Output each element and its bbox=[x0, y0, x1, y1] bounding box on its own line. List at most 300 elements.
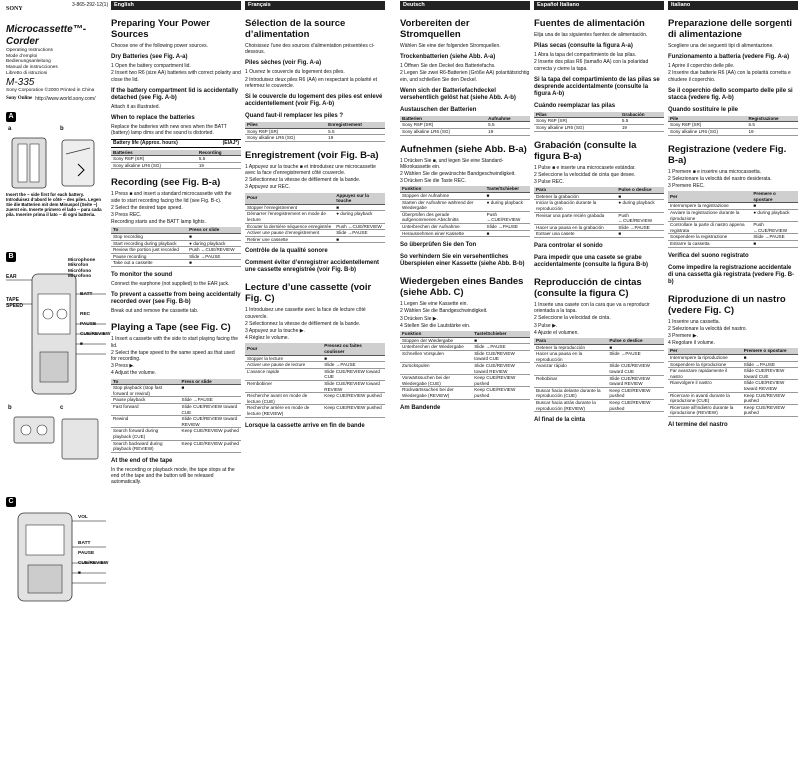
es-bt-r0c0: Sony R6P (SR) bbox=[534, 118, 620, 125]
de-rt-h0: Funktion bbox=[400, 186, 485, 192]
de-pt-r0c1: ■ bbox=[472, 337, 530, 344]
pt-r5c0: Search backward during playback (REVIEW) bbox=[111, 440, 180, 452]
de-s1-4: Wenn sich der Batteriefachdeckel versehentlich gelöst hat (siehe Abb. A-b) bbox=[400, 87, 516, 101]
manual-title-en: Operating Instructions bbox=[6, 48, 53, 54]
en-s3-0: 1 Insert a cassette with the side to start playing facing the lid. bbox=[111, 336, 239, 349]
es-pt-r4c0: Buscar hacia delante durante la reproducción (CUE) bbox=[534, 387, 607, 399]
rec-label: REC bbox=[80, 312, 91, 318]
it-s1-5: Quando sostituire le pile bbox=[668, 106, 739, 113]
play-stop-label: ■ bbox=[78, 571, 81, 577]
it-rt-r4c0: Estrarre la cassetta bbox=[668, 240, 751, 247]
rt-r0c0: Stop recording bbox=[111, 234, 187, 241]
es-pt-r5c0: Buscar hacia atrás durante la reproducción (REVIEW) bbox=[534, 399, 607, 411]
rt-r4c0: Take out a cassette bbox=[111, 260, 187, 267]
fr-bt-h0: Piles bbox=[245, 122, 326, 128]
bt-h0: Batteries bbox=[111, 150, 197, 156]
es-rt-r1c0: Iniciar la grabación durante la reproducción bbox=[534, 200, 616, 212]
de-rt-r4c1: ■ bbox=[485, 230, 530, 237]
it-s2-1: 2 Selezionare la velocità del nastro desiderata. bbox=[668, 175, 772, 182]
de-rt-r0c0: Stoppen der Aufnahme bbox=[400, 193, 485, 200]
fr-bt-r1c0: Sony alkaline LR6 (SG) bbox=[245, 135, 326, 142]
de-rt-r2c0: Überprüfen des gerade aufgenommenen Abschnitts bbox=[400, 211, 485, 223]
it-s3-2: 3 Premere ▶. bbox=[668, 332, 698, 339]
battery-table-caption-text: Battery life (Approx. hours) bbox=[113, 140, 178, 147]
fr-pt-r0c1: ■ bbox=[322, 355, 385, 362]
it-section-3-title: Riproduzione di un nastro (vedere Fig. C) bbox=[668, 293, 786, 316]
rt-h0: To bbox=[111, 227, 187, 233]
es-section-1-title: Fuentes de alimentación bbox=[534, 18, 645, 29]
de-s2-1: 2 Wählen Sie die gewünschte Bandgeschwindigkeit. bbox=[400, 171, 516, 177]
es-bt-r1c0: Sony alkaline LR6 (SG) bbox=[534, 125, 620, 132]
fr-pt-r1c0: Activer une pause de lecture bbox=[245, 362, 322, 369]
it-s3-1: 2 Selezionare la velocità del nastro. bbox=[668, 325, 747, 332]
it-s3-3: 4 Regolare il volume. bbox=[668, 340, 715, 347]
it-rt-r0c1: ■ bbox=[751, 203, 798, 210]
de-rt-h1: Taste/Schieber bbox=[485, 186, 530, 192]
fr-recording-table bbox=[245, 193, 385, 244]
it-s1-4: Se il coperchio dello scomparto delle pile si stacca (vedere fig. A-b) bbox=[668, 87, 793, 101]
rt-r4c1: ■ bbox=[187, 260, 241, 267]
it-rt-r3c0: Sospendere la registrazione bbox=[668, 234, 751, 241]
it-rt-r3c1: Slide →PAUSE bbox=[751, 234, 798, 241]
it-pt-h0: Per bbox=[668, 348, 742, 354]
pt-r2c1: Slide CUE/REVIEW toward CUE bbox=[180, 403, 241, 415]
es-rt-r2c0: Revisar una parte recién grabada bbox=[534, 212, 616, 224]
figure-a-sub-a: a bbox=[8, 126, 12, 133]
figure-b-sub-c: c bbox=[60, 405, 64, 412]
cue-review-label: CUE/REVIEW bbox=[80, 332, 111, 338]
pt-r0c1: ■ bbox=[180, 385, 241, 397]
de-pt-r2c1: Slide CUE/REVIEW toward CUE bbox=[472, 350, 530, 362]
it-pt-r1c0: Sospendere la riproduzione bbox=[668, 361, 742, 368]
fr-rt-h0: Pour bbox=[245, 193, 334, 205]
it-bt-r1c0: Sony alkaline LR6 (SG) bbox=[668, 129, 746, 136]
bt-h1: Recording bbox=[197, 150, 241, 156]
manual-title-it: Libretto di istruzioni bbox=[6, 70, 48, 76]
fr-s2-1: 2 Sélectionnez la vitesse de défilement de la bande. bbox=[245, 177, 361, 184]
fr-section-2-title: Enregistrement (voir Fig. B-a) bbox=[245, 149, 379, 161]
fr-pt-r1c1: Slide →PAUSE bbox=[322, 362, 385, 369]
figure-b bbox=[6, 252, 111, 402]
batt-label: BATT bbox=[80, 292, 93, 298]
es-s2-1: 2 Seleccione la velocidad de cinta que desee. bbox=[534, 171, 636, 178]
fr-rt-r4c1: ■ bbox=[334, 236, 385, 243]
rt-r3c0: Pause recording bbox=[111, 253, 187, 260]
fr-rt-r1c1: ● during playback bbox=[334, 211, 385, 223]
de-s1-2: 1 Öffnen Sie den Deckel des Batteriefachs. bbox=[400, 63, 496, 70]
it-s1-2: 1 Aprire il coperchio delle pile. bbox=[668, 63, 735, 70]
battery-insert-note: Insert the − side first for each battery. Introduisez d’abord le côté − des piles. Legen Sie die Batterien mit dem Minuspol (Seite −) zuerst ein. Inserte primero el lado − para cada pila. Inserire prima il lato − di ogni batteria. bbox=[6, 192, 102, 218]
fr-pt-r5c0: Recherche arrière en mode de lecture (REVIEW) bbox=[245, 405, 322, 417]
it-rt-r1c0: Avviare la registrazione durante la riproduzione bbox=[668, 209, 751, 221]
es-pt-r3c0: Rebobinar bbox=[534, 375, 607, 387]
en-s2-0: 1 Press ■ and insert a standard microcassette with the side to start recording facing the lid (see Fig. B-c). bbox=[111, 191, 232, 204]
spanish-column bbox=[534, 0, 664, 752]
fr-bt-r1c1: 19 bbox=[326, 135, 385, 142]
de-section-3-title: Wiedergeben eines Bandes (siehe Abb. C) bbox=[400, 276, 524, 299]
it-pt-r0c0: Interrompere la riproduzione bbox=[668, 354, 742, 361]
de-rt-r2c1: Push ←CUE/REVIEW bbox=[485, 211, 530, 223]
pt-r0c0: Stop playback (stop fast forward or rewind) bbox=[111, 385, 180, 397]
de-section-1-title: Vorbereiten der Stromquellen bbox=[400, 18, 470, 40]
fr-battery-table bbox=[245, 122, 385, 142]
es-rt-h1: Pulse o deslice bbox=[616, 187, 664, 193]
cover-column bbox=[6, 6, 111, 758]
it-bt-h0: Pile bbox=[668, 116, 746, 122]
es-pt-r1c0: Hacer una pausa en la reproducción bbox=[534, 351, 607, 363]
battery-table-caption bbox=[111, 139, 241, 147]
lang-header-fr: Français bbox=[245, 1, 385, 10]
es-pt-r2c0: Avanzar rápido bbox=[534, 363, 607, 375]
it-rt-h0: Per bbox=[668, 191, 751, 203]
de-rt-r0c1: ■ bbox=[485, 193, 530, 200]
tape-speed-label: TAPE SPEED bbox=[6, 297, 23, 309]
es-s3-1: 2 Seleccione la velocidad de cinta. bbox=[534, 315, 611, 322]
fr-rt-r4c0: Retirer une cassette bbox=[245, 236, 334, 243]
es-rt-r4c0: Extraer una casete bbox=[534, 231, 616, 238]
it-rt-r2c1: Push ←CUE/REVIEW bbox=[751, 222, 798, 234]
es-s2-2: 3 Pulse REC. bbox=[534, 179, 565, 185]
fr-s1-3: 2 Introduisez deux piles R6 (AA) en respectant la polarité et refermez le couvercle. bbox=[245, 76, 378, 89]
en-s3-4: At the end of the tape bbox=[111, 457, 173, 464]
es-pt-r3c1: Slide CUE/REVIEW toward REVIEW bbox=[607, 375, 664, 387]
italian-column bbox=[668, 0, 798, 752]
es-pt-r2c1: Slide CUE/REVIEW toward CUE bbox=[607, 363, 664, 375]
de-s1-5: Austauschen der Batterien bbox=[400, 106, 477, 113]
website-url[interactable]: http://www.world.sony.com/ bbox=[35, 95, 96, 102]
en-section-2-title: Recording (see Fig. B-a) bbox=[111, 177, 221, 189]
es-recording-table bbox=[534, 187, 664, 238]
fr-rt-r0c1: ■ bbox=[334, 204, 385, 211]
it-s2-4: Come impedire la registrazione accidentale di una cassetta già registrata (vedere Fig. B-b) bbox=[668, 264, 795, 285]
rt-r2c1: Push ←CUE/REVIEW bbox=[187, 247, 241, 254]
fr-bt-r0c0: Sony R6P (SR) bbox=[245, 128, 326, 135]
de-s2-3: So überprüfen Sie den Ton bbox=[400, 242, 477, 249]
fr-s1-5: Quand faut-il remplacer les piles ? bbox=[245, 113, 344, 120]
de-bt-r0c0: Sony R6P (SR) bbox=[400, 122, 486, 129]
it-bt-h1: Registrazione bbox=[746, 116, 798, 122]
es-rt-r0c1: ■ bbox=[616, 193, 664, 200]
it-section-1-title: Preparazione delle sorgenti di alimentazione bbox=[668, 18, 793, 40]
microphone-labels bbox=[68, 258, 95, 279]
es-battery-table bbox=[534, 112, 664, 132]
fr-s2-3: Contrôle de la qualité sonore bbox=[245, 248, 328, 255]
de-s1-1: Trockenbatterien (siehe Abb. A-a) bbox=[400, 54, 496, 61]
manual-title-fr: Mode d’emploi bbox=[6, 53, 38, 59]
mic-label-2: Micrófono bbox=[68, 268, 92, 274]
pt-r3c1: Slide CUE/REVIEW toward REVIEW bbox=[180, 416, 241, 428]
es-bt-r1c1: 19 bbox=[620, 125, 664, 132]
lang-header-es: Español Italiano bbox=[534, 1, 664, 10]
it-s2-0: 1 Premere ■ e inserire una microcassetta. bbox=[668, 168, 762, 175]
fr-pt-r3c0: Rembobiner bbox=[245, 380, 322, 392]
fr-pt-r4c1: Keep CUE/REVIEW pushed bbox=[322, 393, 385, 405]
es-s3-4: Al final de la cinta bbox=[534, 417, 586, 424]
es-s1-5: Cuándo reemplazar las pilas bbox=[534, 102, 616, 109]
lang-header-en: English bbox=[111, 1, 241, 10]
it-bt-r1c1: 19 bbox=[746, 129, 798, 136]
fr-s3-2: 3 Appuyez sur la touche ▶. bbox=[245, 327, 305, 334]
figure-a-label: A bbox=[6, 112, 16, 122]
stop-label: ■ bbox=[80, 342, 83, 348]
it-pt-r4c0: Ricercare in avanti durante la riproduzione (CUE) bbox=[668, 392, 742, 404]
manual-title-de: Bedienungsanleitung bbox=[6, 59, 51, 65]
en-s2-7: Break out and remove the cassette tab. bbox=[111, 308, 199, 315]
pt-h0: To bbox=[111, 379, 180, 385]
bt-r0c0: Sony R6P (SR) bbox=[111, 156, 197, 163]
de-s1-0: Wählen Sie eine der folgenden Stromquellen. bbox=[400, 43, 501, 49]
it-pt-r0c1: ■ bbox=[742, 354, 798, 361]
pt-h1: Press or slide bbox=[180, 379, 241, 385]
es-rt-r4c1: ■ bbox=[616, 231, 664, 238]
it-s2-2: 3 Premere REC. bbox=[668, 183, 705, 189]
it-s1-3: 2 Inserire due batterie R6 (AA) con la polarità corretta e chiudere il coperchio. bbox=[668, 70, 791, 83]
it-bt-r0c1: 5.5 bbox=[746, 122, 798, 129]
de-s2-4: So verhindern Sie ein versehentliches Überspielen einer Kassette (siehe Abb. B-b) bbox=[400, 254, 525, 268]
es-bt-r0c1: 5.5 bbox=[620, 118, 664, 125]
es-rt-r1c1: ● during playback bbox=[616, 200, 664, 212]
fr-bt-r0c1: 5.5 bbox=[326, 128, 385, 135]
en-s1-3: 2 Insert two R6 (size AA) batteries with correct polarity and close the lid. bbox=[111, 70, 241, 83]
es-bt-h1: Grabación bbox=[620, 112, 664, 118]
de-pt-r1c0: Unterbrechen der Wiedergabe bbox=[400, 344, 472, 351]
fr-s1-0: Choisissez l’une des sources d’alimentation présentées ci-dessous. bbox=[245, 43, 375, 56]
it-bt-r0c0: Sony R6P (SR) bbox=[668, 122, 746, 129]
es-pt-r5c1: Keep CUE/REVIEW pushed bbox=[607, 399, 664, 411]
it-recording-table bbox=[668, 191, 798, 247]
it-section-2-title: Registrazione (vedere Fig. B-a) bbox=[668, 143, 787, 166]
it-rt-h1: Premere o spostare bbox=[751, 191, 798, 203]
pt-r3c0: Rewind bbox=[111, 416, 180, 428]
it-playback-table bbox=[668, 348, 798, 417]
it-s3-0: 1 Inserire una cassetta. bbox=[668, 318, 720, 325]
fr-rt-r0c0: Stopper l’enregistrement bbox=[245, 204, 334, 211]
de-s2-2: 3 Drücken Sie die Taste REC. bbox=[400, 178, 467, 185]
play-cue-review-label: CUE/REVIEW bbox=[78, 561, 109, 567]
de-playback-table bbox=[400, 331, 530, 400]
fr-bt-h1: Enregistrement bbox=[326, 122, 385, 128]
pt-r5c1: Keep CUE/REVIEW pushed bbox=[180, 440, 241, 452]
fr-s3-1: 2 Sélectionnez la vitesse de défilement de la bande. bbox=[245, 320, 361, 327]
es-s2-4: Para impedir que una casete se grabe accidentalmente (consulte la figura B-b) bbox=[534, 254, 649, 268]
es-s1-0: Elija una de las siguientes fuentes de alimentación. bbox=[534, 32, 648, 38]
play-control-labels bbox=[78, 513, 108, 579]
ear-label: EAR bbox=[6, 274, 17, 281]
fr-s1-4: Si le couvercle du logement des piles est enlevé accidentellement (voir Fig. A-b) bbox=[245, 94, 383, 108]
es-s2-0: 1 Pulse ■ e inserte una microcasete estándar. bbox=[534, 164, 636, 171]
mic-label-1: Mikrofon bbox=[68, 263, 89, 269]
rt-r3c1: Slide →PAUSE bbox=[187, 253, 241, 260]
figure-b-tab bbox=[6, 405, 107, 467]
en-s1-5: Attach it as illustrated. bbox=[111, 103, 160, 110]
play-pause-label: PAUSE bbox=[78, 551, 95, 557]
it-pt-h1: Premere o spostare bbox=[742, 348, 798, 354]
fr-s2-2: 3 Appuyez sur REC. bbox=[245, 184, 291, 191]
es-s1-3: 2 Inserte dos pilas R6 (tamaño AA) con la polaridad correcta y cierre la tapa. bbox=[534, 59, 649, 72]
fr-pt-r3c1: Slide CUE/REVIEW toward REVIEW bbox=[322, 380, 385, 392]
manual-title-es: Manual de instrucciones bbox=[6, 64, 58, 70]
it-pt-r4c1: Keep CUE/REVIEW pushed bbox=[742, 392, 798, 404]
en-s3-3: 4 Adjust the volume. bbox=[111, 370, 157, 377]
it-s2-3: Verifica del suono registrato bbox=[668, 252, 749, 259]
fr-s1-1: Piles sèches (voir Fig. A-a) bbox=[245, 60, 322, 67]
french-column bbox=[245, 0, 385, 752]
document-code: 3-865-292-12(1) bbox=[72, 2, 109, 8]
es-rt-r0c0: Detener la grabación bbox=[534, 193, 616, 200]
play-batt-label: BATT bbox=[78, 541, 91, 547]
de-pt-r3c0: Zurückspulen bbox=[400, 362, 472, 374]
product-title: Microcassette™-Corder bbox=[6, 24, 87, 48]
es-s3-0: 1 Inserte una casete con la cara que va a reproducir orientada a la tapa. bbox=[534, 301, 650, 315]
es-rt-h0: Para bbox=[534, 187, 616, 193]
fr-playback-table bbox=[245, 343, 385, 417]
it-pt-r2c0: Far avanzare rapidamente il nastro bbox=[668, 368, 742, 380]
es-pt-r1c1: Slide →PAUSE bbox=[607, 351, 664, 363]
bt-r1c1: 19 bbox=[197, 162, 241, 169]
de-battery-table bbox=[400, 116, 530, 136]
it-rt-r2c0: Controllare la parte di nastro appena registrata bbox=[668, 222, 751, 234]
en-s2-6: To prevent a cassette from being accidentally recorded over (see Fig. B-b) bbox=[111, 292, 241, 306]
en-s1-2: 1 Open the battery compartment lid. bbox=[111, 63, 191, 70]
pt-r4c1: Keep CUE/REVIEW pushed bbox=[180, 428, 241, 440]
mic-label-0: Microphone bbox=[68, 258, 96, 264]
de-rt-r3c0: Unterbrechen der Aufnahme bbox=[400, 223, 485, 230]
it-pt-r1c1: Slide →PAUSE bbox=[742, 361, 798, 368]
model-number: M-335 bbox=[6, 77, 35, 89]
es-s1-2: 1 Abra la tapa del compartimiento de las pilas. bbox=[534, 52, 637, 59]
de-bt-r1c0: Sony alkaline LR6 (SG) bbox=[400, 129, 486, 136]
fr-rt-r3c0: Activer une pause d’enregistrement bbox=[245, 230, 334, 237]
recording-ops-table bbox=[111, 227, 241, 267]
fr-pt-r0c0: Stopper la lecture bbox=[245, 355, 322, 362]
de-rt-r3c1: Slide →PAUSE bbox=[485, 223, 530, 230]
fr-s3-4: Lorsque la cassette arrive en fin de bande bbox=[245, 422, 365, 429]
pt-r2c0: Fast forward bbox=[111, 403, 180, 415]
es-s3-3: 4 Ajuste el volumen. bbox=[534, 329, 579, 336]
mic-label-3: Microfono bbox=[68, 273, 92, 279]
de-bt-h0: Batterien bbox=[400, 116, 486, 122]
fr-pt-h0: Pour bbox=[245, 343, 322, 355]
figure-b-sub-b: b bbox=[8, 405, 12, 412]
figure-c bbox=[6, 497, 107, 607]
de-s2-0: 1 Drücken Sie ■, und legen Sie eine Standard-Mikrokassette ein. bbox=[400, 157, 504, 170]
es-bt-h0: Pilas bbox=[534, 112, 620, 118]
fr-section-1-title: Sélection de la source d’alimentation bbox=[245, 18, 346, 40]
sony-online-logo: Sony Online bbox=[6, 95, 33, 101]
it-s1-1: Funzionamento a batteria (vedere Fig. A-a) bbox=[668, 54, 790, 61]
it-rt-r1c1: ● during playback bbox=[751, 209, 798, 221]
es-s1-1: Pilas secas (consulte la figura A-a) bbox=[534, 43, 633, 50]
pt-r1c1: Slide →PAUSE bbox=[180, 397, 241, 404]
battery-table-caption-right: (EIAJ*) bbox=[222, 140, 239, 147]
es-rt-r2c1: Push ←CUE/REVIEW bbox=[616, 212, 664, 224]
figure-b-label: B bbox=[6, 252, 16, 262]
de-s3-0: 1 Legen Sie eine Kassette ein. bbox=[400, 301, 468, 308]
fr-s3-0: 1 Introduisez une cassette avec la face de lecture côté couvercle. bbox=[245, 307, 366, 320]
rt-r1c0: Start recording during playback bbox=[111, 240, 187, 247]
de-recording-table bbox=[400, 186, 530, 237]
de-rt-r1c1: ● during playback bbox=[485, 199, 530, 211]
de-pt-r1c1: Slide →PAUSE bbox=[472, 344, 530, 351]
de-rt-r4c0: Herausnehmen einer Kassette bbox=[400, 230, 485, 237]
fr-pt-r2c0: L’avance rapide bbox=[245, 368, 322, 380]
it-s1-0: Scegliere una dei seguenti tipi di alimentazione. bbox=[668, 43, 774, 49]
en-section-3-title: Playing a Tape (see Fig. C) bbox=[111, 322, 231, 334]
fr-s2-4: Comment éviter d’enregistrer accidentellement une cassette enregistrée (voir Fig. B-b) bbox=[245, 260, 380, 274]
website-line bbox=[6, 96, 107, 102]
en-s3-2: 3 Press ▶. bbox=[111, 363, 135, 370]
en-s1-4: If the battery compartment lid is accidentally detached (see Fig. A-b) bbox=[111, 87, 239, 101]
en-s2-4: To monitor the sound bbox=[111, 271, 173, 278]
de-pt-r2c0: Schnellen Vorspulen bbox=[400, 350, 472, 362]
de-s3-2: 3 Drücken Sie ▶. bbox=[400, 315, 439, 322]
es-s3-2: 3 Pulse ▶. bbox=[534, 322, 558, 329]
battery-compartment-illustration bbox=[6, 134, 106, 194]
record-control-labels bbox=[80, 290, 110, 350]
it-pt-r5c1: Keep CUE/REVIEW pushed bbox=[742, 404, 798, 416]
en-s2-3: Recording starts and the BATT lamp lights. bbox=[111, 219, 206, 226]
en-s2-5: Connect the earphone (not supplied) to the EAR jack. bbox=[111, 280, 230, 287]
de-pt-r5c0: Rückwärtssuchen bei der Wiedergabe (REVIEW) bbox=[400, 387, 472, 399]
fr-s3-3: 4 Réglez le volume. bbox=[245, 335, 289, 342]
fr-pt-r4c0: Recherche avant en mode de lecture (CUE) bbox=[245, 393, 322, 405]
de-pt-r3c1: Slide CUE/REVIEW toward REVIEW bbox=[472, 362, 530, 374]
es-pt-r0c1: ■ bbox=[607, 344, 664, 351]
es-section-2-title: Grabación (consulte la figura B-a) bbox=[534, 139, 637, 162]
es-rt-r3c1: Slide →PAUSE bbox=[616, 224, 664, 231]
de-pt-r4c0: Vorwärtssuchen bei der Wiedergabe (CUE) bbox=[400, 375, 472, 387]
de-s3-1: 2 Wählen Sie die Bandgeschwindigkeit. bbox=[400, 308, 488, 315]
bt-r0c1: 5.5 bbox=[197, 156, 241, 163]
es-pt-h1: Pulse o deslice bbox=[607, 338, 664, 344]
de-pt-r5c1: Keep CUE/REVIEW pushed bbox=[472, 387, 530, 399]
battery-life-table bbox=[111, 150, 241, 170]
es-pt-h0: Para bbox=[534, 338, 607, 344]
es-playback-table bbox=[534, 338, 664, 412]
es-pt-r0c0: Detener la reproducción bbox=[534, 344, 607, 351]
es-rt-r3c0: Hacer una pausa en la grabación bbox=[534, 224, 616, 231]
en-s1-1: Dry Batteries (see Fig. A-a) bbox=[111, 54, 188, 61]
cassette-tab-illustration bbox=[6, 409, 106, 469]
de-s3-4: Am Bandende bbox=[400, 404, 441, 411]
en-section-1-title: Preparing Your Power Sources bbox=[111, 18, 210, 40]
en-s1-0: Choose one of the following power sources. bbox=[111, 43, 209, 49]
de-rt-r1c0: Starten der Aufnahme während der Wiedergabe bbox=[400, 199, 485, 211]
it-pt-r5c0: Ricercare all’indietro durante la riproduzione (REVIEW) bbox=[668, 404, 742, 416]
english-column bbox=[111, 0, 241, 752]
playback-ops-table bbox=[111, 379, 241, 453]
de-section-2-title: Aufnehmen (siehe Abb. B-a) bbox=[400, 143, 527, 155]
de-s1-3: 2 Legen Sie zwei R6-Batterien (Größe AA) polaritätsrichtig ein, und schließen Sie den Deckel. bbox=[400, 70, 530, 83]
de-bt-r1c1: 19 bbox=[486, 129, 530, 136]
fr-rt-r2c1: Push ←CUE/REVIEW bbox=[334, 223, 385, 230]
de-pt-h1: Taste/Schieber bbox=[472, 331, 530, 337]
it-pt-r3c1: Slide CUE/REVIEW toward REVIEW bbox=[742, 380, 798, 392]
fr-rt-r3c1: Slide →PAUSE bbox=[334, 230, 385, 237]
pt-r1c0: Pause playback bbox=[111, 397, 180, 404]
it-s3-4: Al termine del nastro bbox=[668, 421, 728, 428]
fr-rt-r1c0: Démarrer l’enregistrement en mode de lecture bbox=[245, 211, 334, 223]
fr-pt-r5c1: Keep CUE/REVIEW pushed bbox=[322, 405, 385, 417]
fr-rt-r2c0: Écouter la dernière séquence enregistrée bbox=[245, 223, 334, 230]
de-pt-r4c1: Keep CUE/REVIEW pushed bbox=[472, 375, 530, 387]
it-battery-table bbox=[668, 116, 798, 136]
fr-s2-0: 1 Appuyez sur la touche ■ et introduisez une microcassette avec la face d’enregistrement côté couvercle. bbox=[245, 163, 376, 176]
bt-r1c0: Sony alkaline LR6 (SG) bbox=[111, 162, 197, 169]
en-s1-6: When to replace the batteries bbox=[111, 115, 195, 122]
es-section-3-title: Reproducción de cintas (consulte la figura C) bbox=[534, 276, 642, 299]
fr-pt-h1: Pressez ou faites coulisser bbox=[322, 343, 385, 355]
